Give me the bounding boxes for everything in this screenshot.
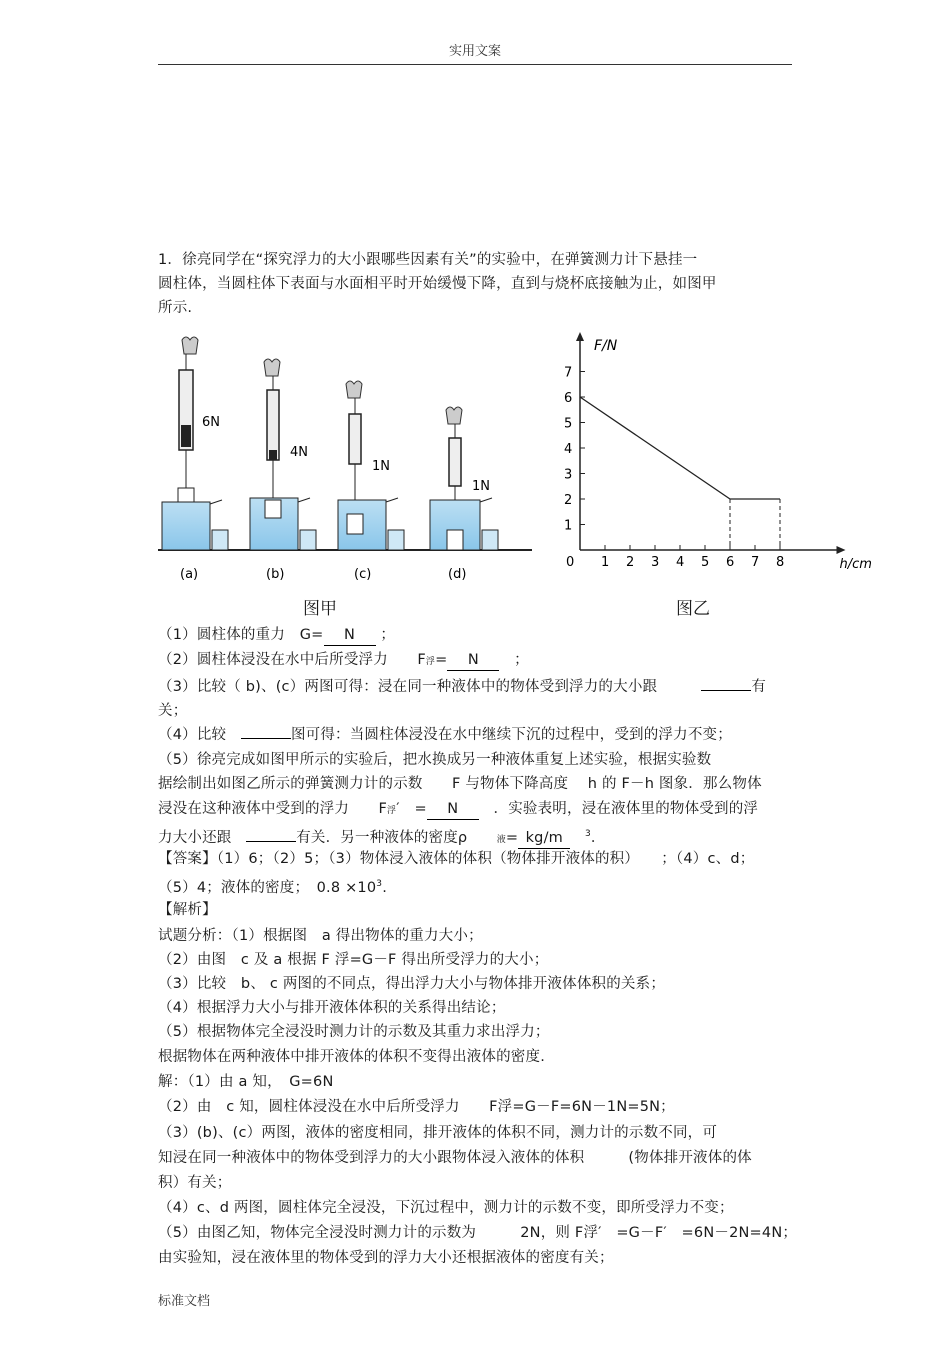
q3-blank <box>701 690 751 691</box>
question-intro-line-2: 圆柱体，当圆柱体下表面与水面相平时开始缓慢下降，直到与烧杯底接触为止，如图甲 <box>158 276 717 292</box>
y-axis-arrow <box>576 332 584 341</box>
analysis-heading: 【解析】 <box>158 902 217 918</box>
x-tick-label: 1 <box>601 555 610 570</box>
q5-line-4: 力大小还跟 有关．另一种液体的密度ρ 液= kg/m $^3$． <box>158 824 606 850</box>
analysis-line: （2）由 c 知，圆柱体浸没在水中后所受浮力 F浮=G－F=6N－1N=5N； <box>158 1099 675 1115</box>
panel-b <box>250 359 316 582</box>
q5-line-2: 据绘制出如图乙所示的弹簧测力计的示数 F 与物体下降高度 h 的 F－h 图象．那么物体 <box>158 776 762 792</box>
y-tick-label: 5 <box>564 416 573 432</box>
panel-a <box>162 337 228 582</box>
analysis-line: 解：（1）由 a 知， G=6N <box>158 1074 334 1090</box>
series-line <box>580 397 780 499</box>
x-tick-label: 6 <box>726 555 735 570</box>
reading-d: 1N <box>472 479 490 494</box>
analysis-line: （2）由图 c 及 a 根据 F 浮=G－F 得出所受浮力的大小； <box>158 952 549 968</box>
panel-c <box>338 381 404 582</box>
analysis-line: （4）c、d 两图，圆柱体完全浸没，下沉过程中，测力计的示数不变，即所受浮力不变； <box>158 1200 734 1216</box>
q1-answer: N <box>324 625 376 646</box>
y-tick-label: 4 <box>564 442 573 457</box>
analysis-line: 由实验知，浸在液体里的物体受到的浮力大小还根据液体的密度有关； <box>158 1250 614 1266</box>
panel-d <box>430 407 498 582</box>
y-tick-label: 2 <box>564 493 573 508</box>
analysis-line: （3）(b)、(c）两图，液体的密度相同，排开液体的体积不同，测力计的示数不同，可 <box>158 1125 718 1141</box>
q1: （1）圆柱体的重力 G= N ； <box>158 625 395 646</box>
question-intro-line-1: 1．徐亮同学在“探究浮力的大小跟哪些因素有关”的实验中，在弹簧测力计下悬挂一 <box>158 252 698 268</box>
label-c: (c) <box>354 567 372 582</box>
analysis-line: 知浸在同一种液体中的物体受到浮力的大小跟物体浸入液体的体积 (物体排开液体的体 <box>158 1150 752 1166</box>
answer-line-2: （5）4；液体的密度； $0.8 \times 10^3$. <box>158 879 388 896</box>
label-a: (a) <box>180 567 199 582</box>
page-footer: 标准文档 <box>158 1294 211 1309</box>
label-d: (d) <box>448 567 467 582</box>
figure-yi-chart <box>556 330 876 580</box>
x-axis-arrow <box>837 546 846 554</box>
y-tick-label: 3 <box>564 467 573 483</box>
q3-line-1: （3）比较（ b)、(c）两图可得：浸在同一种液体中的物体受到浮力的大小跟 有 <box>158 679 767 695</box>
page-header: 实用文案 <box>448 44 501 59</box>
reading-b: 4N <box>290 445 308 460</box>
analysis-line: （3）比较 b、 c 两图的不同点，得出浮力大小与物体排开液体体积的关系； <box>158 976 666 992</box>
figure-jia <box>150 330 540 620</box>
q3-line-2: 关； <box>158 703 188 719</box>
figure-yi-caption: 图乙 <box>676 599 710 619</box>
analysis-line: 积）有关； <box>158 1175 232 1191</box>
q2-answer: N <box>447 650 499 671</box>
x-tick-label: 8 <box>776 555 785 570</box>
x-tick-label: 3 <box>651 555 660 570</box>
reading-a: 6N <box>202 415 220 430</box>
analysis-line: 试题分析：（1）根据图 a 得出物体的重力大小； <box>158 928 483 944</box>
x-tick-label: 5 <box>701 555 710 570</box>
q5-answer-1: N <box>427 799 479 820</box>
answer-line-1: 【答案】（1）6；（2）5；（3）物体浸入液体的体积（物体排开液体的积） ；（4）c、d； <box>158 851 755 867</box>
q4: （4）比较 图可得：当圆柱体浸没在水中继续下沉的过程中，受到的浮力不变； <box>158 727 732 743</box>
x-axis-label: h/cm <box>839 557 872 572</box>
q5-density-unit: kg/m <box>518 828 570 849</box>
origin-label: 0 <box>566 555 575 570</box>
question-intro-line-3: 所示. <box>158 300 193 316</box>
analysis-line: （4）根据浮力大小与排开液体体积的关系得出结论； <box>158 1000 506 1016</box>
q5-blank <box>246 841 296 842</box>
figure-jia-caption: 图甲 <box>303 599 337 619</box>
analysis-line: （5）根据物体完全浸没时测力计的示数及其重力求出浮力； <box>158 1024 550 1040</box>
y-tick-label: 7 <box>564 365 573 381</box>
analysis-line: 根据物体在两种液体中排开液体的体积不变得出液体的密度. <box>158 1049 546 1065</box>
q5-line-3: 浸没在这种液体中受到的浮力 F浮′ = N ．实验表明，浸在液体里的物体受到的浮 <box>158 799 758 821</box>
label-b: (b) <box>266 567 285 582</box>
x-tick-label: 2 <box>626 555 635 570</box>
x-tick-label: 4 <box>676 555 685 570</box>
y-tick-label: 1 <box>564 518 573 534</box>
y-axis-label: F/N <box>594 338 618 354</box>
analysis-line: （5）由图乙知，物体完全浸没时测力计的示数为 2N，则 F浮′ =G－F′ =6N－2N=4N； <box>158 1225 798 1241</box>
q2: （2）圆柱体浸没在水中后所受浮力 F浮= N ； <box>158 650 529 672</box>
y-tick-label: 6 <box>564 391 573 406</box>
reading-c: 1N <box>372 459 390 474</box>
x-tick-label: 7 <box>751 555 760 570</box>
q5-line-1: （5）徐亮完成如图甲所示的实验后，把水换成另一种液体重复上述实验，根据实验数 <box>158 752 712 768</box>
q4-blank <box>241 738 291 739</box>
header-rule <box>158 64 792 65</box>
